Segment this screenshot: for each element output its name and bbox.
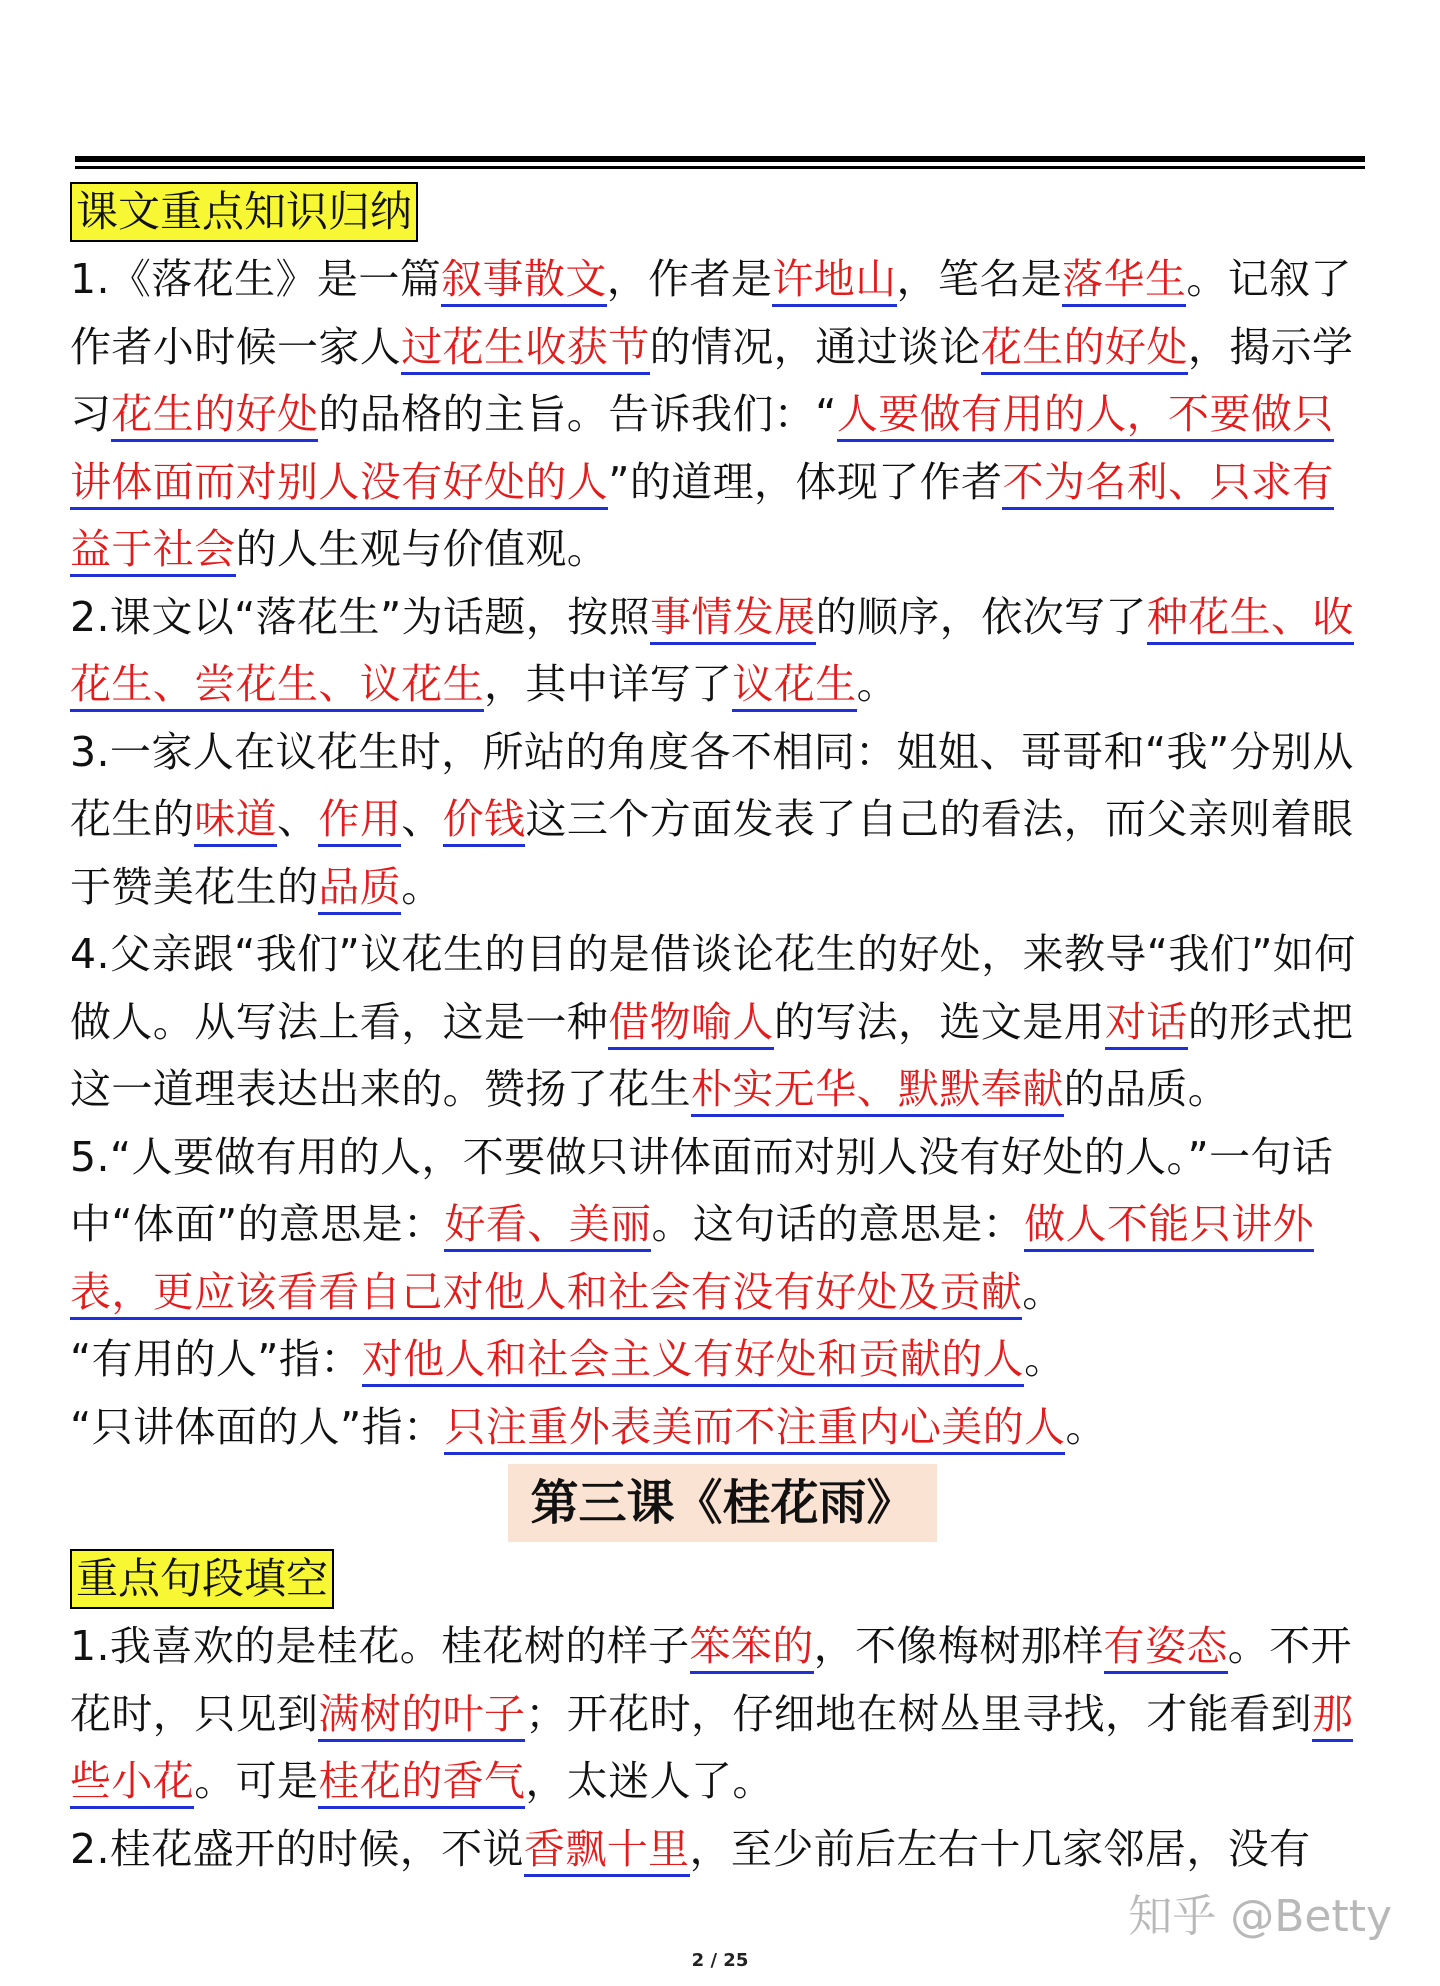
answer-text: 借物喻人 bbox=[608, 998, 774, 1050]
answer-text: 对他人和社会主义有好处和贡献的人 bbox=[362, 1335, 1024, 1387]
paragraph-text: ，不像梅树那样 bbox=[813, 1622, 1104, 1670]
paragraph-text: 。 bbox=[1024, 1335, 1066, 1383]
knowledge-item bbox=[70, 719, 1375, 922]
paragraph-text: 。 bbox=[1065, 1402, 1107, 1451]
top-rule-thin bbox=[75, 166, 1365, 169]
answer-text: 对话 bbox=[1105, 998, 1188, 1050]
answer-text: 落华生 bbox=[1062, 255, 1186, 307]
paragraph-text: 2.课文以“落花生”为话题，按照 bbox=[70, 592, 650, 641]
knowledge-item bbox=[70, 1394, 1375, 1462]
paragraph-text: 。 bbox=[856, 660, 899, 708]
answer-text: 种花生、收花生、尝花生、议花生 bbox=[70, 593, 1354, 713]
fill-blank-list bbox=[70, 1613, 1375, 1883]
paragraph-text: 、 bbox=[401, 795, 443, 843]
paragraph-text: 。这句话的意思是： bbox=[651, 1200, 1025, 1248]
section-heading-2 bbox=[70, 1545, 1375, 1613]
answer-text: 朴实无华、默默奉献 bbox=[691, 1065, 1064, 1117]
knowledge-item bbox=[70, 246, 1375, 584]
paragraph-text: 1.我喜欢的是桂花。桂花树的样子 bbox=[70, 1622, 690, 1670]
answer-text: 花生的好处 bbox=[111, 390, 318, 442]
top-rule-thick bbox=[75, 156, 1365, 162]
answer-text: 那些小花 bbox=[70, 1690, 1353, 1810]
knowledge-item bbox=[70, 584, 1375, 719]
watermark: 知乎 @Betty bbox=[1128, 1891, 1392, 1942]
paragraph-text: 5.“人要做有用的人，不要做只讲体面而对别人没有好处的人。”一句话中“体面”的意思是： bbox=[70, 1132, 1334, 1248]
answer-text: 花生的好处 bbox=[981, 323, 1188, 375]
answer-text: 只注重外表美而不注重内心美的人 bbox=[444, 1403, 1065, 1455]
paragraph-text: ，作者是 bbox=[606, 255, 773, 303]
paragraph-text: 。 bbox=[1022, 1267, 1064, 1316]
paragraph-text: 这三个方面发表了自己的看法，而父亲则着眼于赞美花生的 bbox=[70, 795, 1354, 911]
paragraph-text: 。记叙了作者小时候一家人 bbox=[70, 255, 1352, 371]
paragraph-text: “有用的人”指： bbox=[70, 1335, 362, 1383]
answer-text: 满树的叶子 bbox=[318, 1690, 525, 1742]
paragraph-text: 的情况，通过谈论 bbox=[649, 322, 981, 371]
answer-text: 品质 bbox=[318, 863, 401, 915]
paragraph-text: ”的道理，体现了作者 bbox=[608, 457, 1003, 506]
paragraph-text: 1.《落花生》是一篇 bbox=[70, 255, 442, 303]
paragraph-text: 。 bbox=[401, 862, 443, 911]
answer-text: 叙事散文 bbox=[441, 255, 607, 307]
page-content bbox=[70, 178, 1375, 1883]
paragraph-text: 3.一家人在议花生时，所站的角度各不相同：姐姐、哥哥和“我”分别从花生的 bbox=[70, 727, 1354, 843]
paragraph-text: 4.父亲跟“我们”议花生的目的是借谈论花生的好处，来教导“我们”如何做人。从写法上看，这是一种 bbox=[70, 930, 1356, 1046]
section-label-fill-blanks: 重点句段填空 bbox=[70, 1549, 334, 1609]
answer-text: 味道 bbox=[194, 795, 277, 847]
paragraph-text: ，揭示学习 bbox=[70, 322, 1354, 438]
paragraph-text: 的品质。 bbox=[1063, 1065, 1230, 1113]
paragraph-text: 的人生观与价值观。 bbox=[235, 525, 609, 573]
paragraph-text: ，太迷人了。 bbox=[525, 1757, 774, 1805]
answer-text: 做人不能只讲外表，更应该看看自己对他人和社会有没有好处及贡献 bbox=[70, 1200, 1314, 1320]
answer-text: 有姿态 bbox=[1104, 1622, 1228, 1674]
answer-text: 桂花的香气 bbox=[318, 1757, 525, 1809]
fill-blank-item bbox=[70, 1613, 1375, 1816]
paragraph-text: ；开花时，仔细地在树丛里寻找，才能看到 bbox=[525, 1689, 1313, 1738]
answer-text: 议花生 bbox=[732, 660, 856, 712]
paragraph-text: ，至少前后左右十几家邻居，没有 bbox=[689, 1824, 1311, 1873]
knowledge-item bbox=[70, 1326, 1375, 1394]
paragraph-text: ，笔名是 bbox=[896, 255, 1063, 303]
answer-text: 价钱 bbox=[443, 795, 526, 847]
paragraph-text: 的品格的主旨。告诉我们：“ bbox=[318, 390, 837, 438]
paragraph-text: 的写法，选文是用 bbox=[773, 997, 1106, 1046]
knowledge-list bbox=[70, 246, 1375, 1461]
paragraph-text: 。不开花时，只见到 bbox=[70, 1622, 1352, 1738]
knowledge-item bbox=[70, 1124, 1375, 1327]
fill-blank-item bbox=[70, 1816, 1375, 1884]
answer-text: 事情发展 bbox=[650, 593, 816, 645]
paragraph-text: ，其中详写了 bbox=[484, 660, 733, 708]
paragraph-text: 。可是 bbox=[194, 1757, 319, 1805]
answer-text: 香飘十里 bbox=[524, 1825, 690, 1877]
answer-text: 不为名利、只求有益于社会 bbox=[70, 458, 1334, 578]
section-label-knowledge: 课文重点知识归纳 bbox=[70, 182, 418, 242]
section-heading-1 bbox=[70, 178, 1375, 246]
lesson-title: 第三课《桂花雨》 bbox=[508, 1464, 936, 1542]
lesson-heading bbox=[70, 1461, 1375, 1545]
page-number: 2 / 25 bbox=[691, 1950, 749, 1971]
answer-text: 笨笨的 bbox=[690, 1622, 814, 1674]
paragraph-text: 、 bbox=[277, 795, 319, 843]
answer-text: 作用 bbox=[318, 795, 401, 847]
knowledge-item bbox=[70, 921, 1375, 1124]
paragraph-text: 2.桂花盛开的时候，不说 bbox=[70, 1824, 524, 1873]
answer-text: 许地山 bbox=[772, 255, 896, 307]
answer-text: 人要做有用的人，不要做只讲体面而对别人没有好处的人 bbox=[70, 390, 1334, 510]
answer-text: 好看、美丽 bbox=[444, 1200, 651, 1252]
paragraph-text: 的顺序，依次写了 bbox=[815, 592, 1147, 641]
answer-text: 过花生收获节 bbox=[401, 323, 649, 375]
paragraph-text: 的形式把这一道理表达出来的。赞扬了花生 bbox=[70, 997, 1354, 1113]
paragraph-text: “只讲体面的人”指： bbox=[70, 1402, 445, 1451]
